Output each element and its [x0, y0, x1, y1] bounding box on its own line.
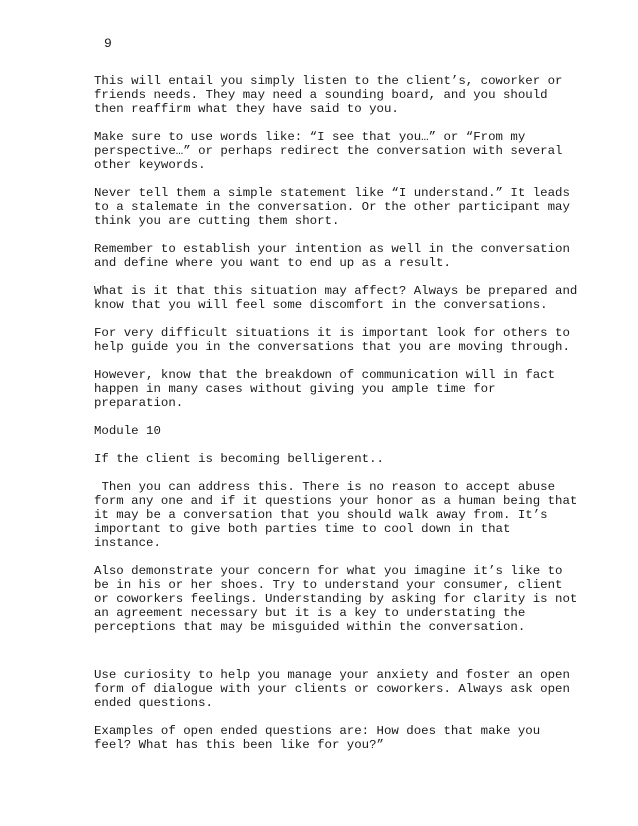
paragraph-demonstrate-concern: Also demonstrate your concern for what you imagine it’s like to be in his or her shoes. Try to understand your consumer, client or coworkers feelings. Understanding by asking for clarity is not an agreement necessary but it is a key to understating the perceptions that may be misguided within the conversation.: [94, 564, 578, 634]
paragraph-curiosity: Use curiosity to help you manage your anxiety and foster an open form of dialogue with your clients or coworkers. Always ask open ended questions.: [94, 668, 570, 710]
paragraph-breakdown: However, know that the breakdown of communication will in fact happen in many cases without giving you ample time for preparation.: [94, 368, 556, 410]
paragraph-open-questions: Examples of open ended questions are: How does that make you feel? What has this been like for you?”: [94, 724, 541, 752]
page-number: 9: [104, 36, 112, 51]
paragraph-listening: This will entail you simply listen to the client’s, coworker or friends needs. They may need a sounding board, and you should then reaffirm what they have said to you.: [94, 74, 563, 116]
module-heading: Module 10: [94, 424, 161, 438]
paragraph-keywords: Make sure to use words like: “I see that you…” or “From my perspective…” or perhaps redirect the conversation with several other keywords.: [94, 130, 563, 172]
paragraph-understand-statement: Never tell them a simple statement like “I understand.” It leads to a stalemate in the conversation. Or the other participant may think you are cutting them short.: [94, 186, 570, 228]
paragraph-situation-affect: What is it that this situation may affect? Always be prepared and know that you will feel some discomfort in the conversations.: [94, 284, 578, 312]
paragraph-intention: Remember to establish your intention as well in the conversation and define where you want to end up as a result.: [94, 242, 570, 270]
body-text: [94, 74, 594, 766]
paragraph-belligerent: If the client is becoming belligerent..: [94, 452, 384, 466]
paragraph-difficult-situations: For very difficult situations it is important look for others to help guide you in the conversations that you are moving through.: [94, 326, 570, 354]
paragraph-address-abuse: Then you can address this. There is no reason to accept abuse form any one and if it questions your honor as a human being that it may be a conversation that you should walk away from. It’s important to give both parties time to cool down in that instance.: [94, 480, 578, 550]
